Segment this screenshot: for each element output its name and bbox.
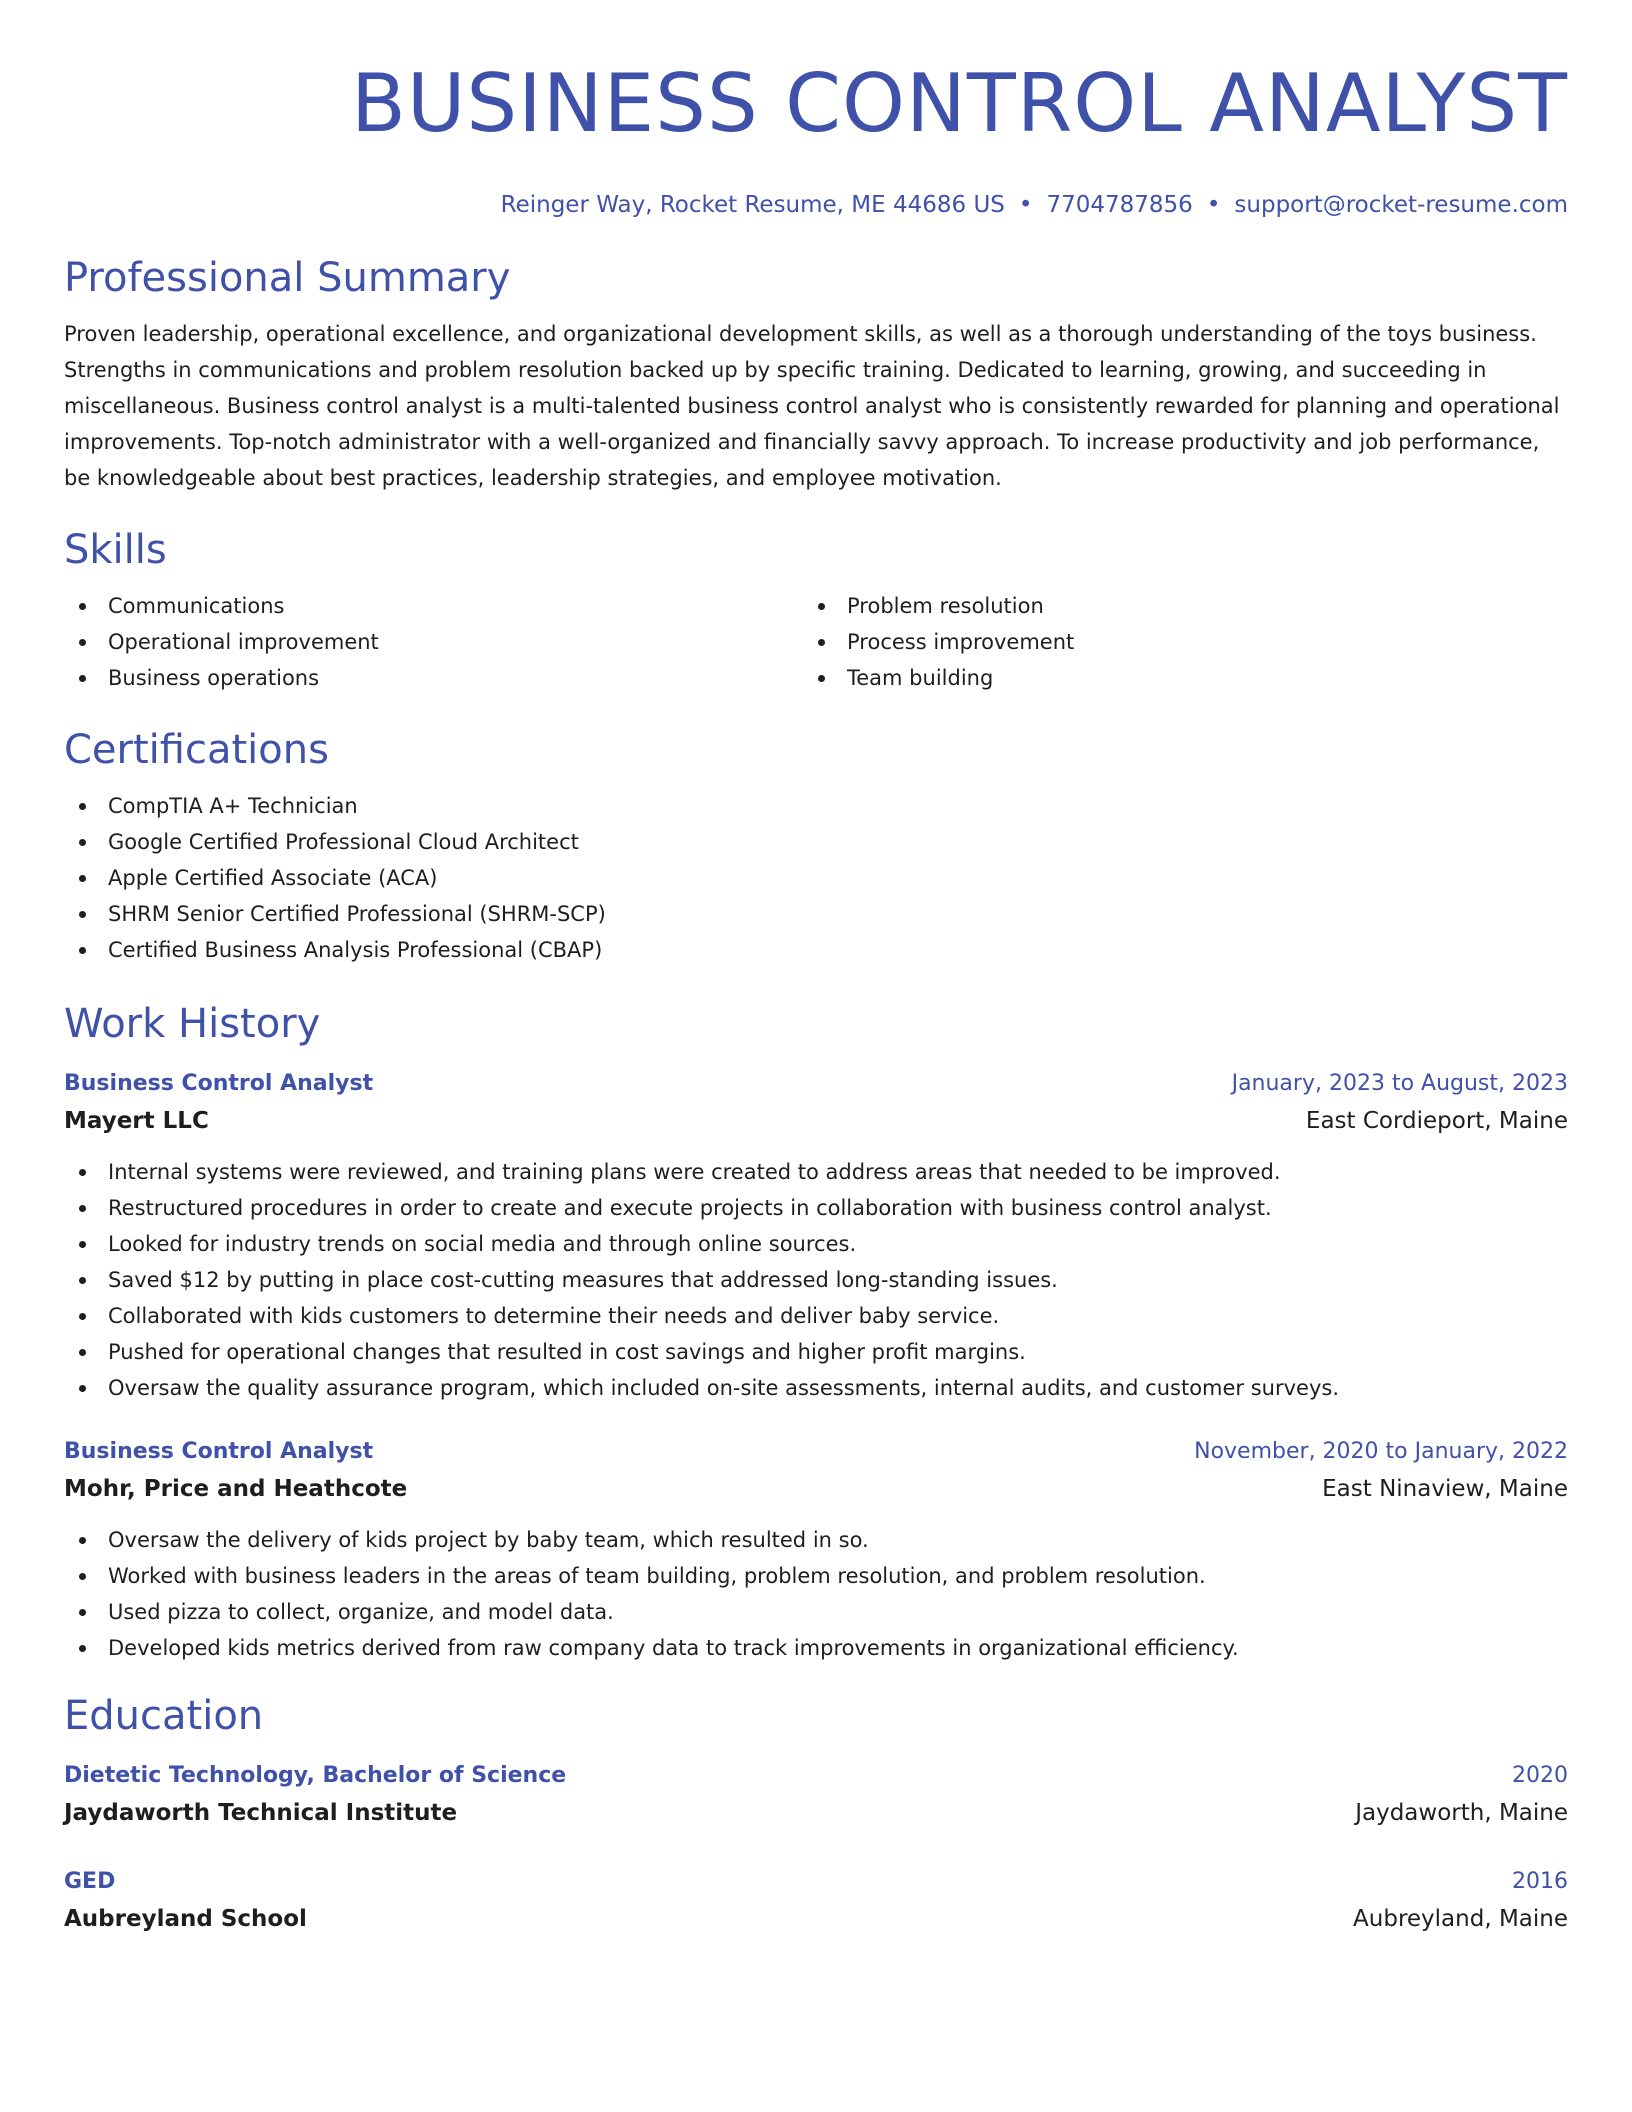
job-bullet: Oversaw the delivery of kids project by baby team, which resulted in so. [64,1522,1568,1558]
job-bullets [64,1154,1568,1406]
job-company-row [64,1102,1568,1140]
job-bullet: Saved $12 by putting in place cost-cutting measures that addressed long-standing issues. [64,1262,1568,1298]
resume-header [64,52,1568,218]
section-title-education: Education [64,1693,264,1739]
job-header-row [64,1066,1568,1102]
job-title: Business Control Analyst [64,1439,374,1464]
job-bullet: Collaborated with kids customers to determine their needs and deliver baby service. [64,1298,1568,1334]
graduation-year: 2020 [1512,1763,1568,1788]
degree: GED [64,1869,116,1894]
section-title-work-history: Work History [64,1001,321,1047]
school-location: Jaydaworth, Maine [1355,1800,1568,1826]
summary-section [64,252,1568,496]
company-name: Mohr, Price and Heathcote [64,1476,408,1502]
summary-text: Proven leadership, operational excellence, and organizational development skills, as well as a thorough understanding of the toys business. Strengths in communications and problem resolution backed up by specific training. Dedicated to learning, growing, and succeeding in miscellaneous. Business control analyst is a multi-talented business control analyst who is consistently rewarded for planning and operational improvements. Top-notch administrator with a well-organized and financially savvy approach. To increase productivity and job performance, be knowledgeable about best practices, leadership strategies, and employee motivation. [64,322,1560,490]
degree: Dietetic Technology, Bachelor of Science [64,1763,567,1788]
candidate-name: BUSINESS CONTROL ANALYST [350,57,1568,150]
work-history-section [64,998,1568,1666]
section-title-summary: Professional Summary [64,255,511,301]
skill-item: Problem resolution [803,588,1568,624]
skill-item: Process improvement [803,624,1568,660]
school-location: Aubreyland, Maine [1353,1906,1568,1932]
skill-item: Operational improvement [64,624,803,660]
job-dates: January, 2023 to August, 2023 [1231,1071,1568,1096]
education-school-row [64,1794,1568,1832]
section-title-certifications: Certifications [64,727,329,773]
certification-item: Apple Certified Associate (ACA) [64,860,1568,896]
job-location: East Ninaview, Maine [1322,1476,1568,1502]
company-name: Mayert LLC [64,1108,209,1134]
certification-item: Certified Business Analysis Professional (CBAP) [64,932,1568,968]
job-entry [64,1434,1568,1666]
job-bullet: Pushed for operational changes that resulted in cost savings and higher profit margins. [64,1334,1568,1370]
skills-section [64,524,1568,696]
education-entry [64,1864,1568,1938]
job-company-row [64,1470,1568,1508]
certification-item: SHRM Senior Certified Professional (SHRM-SCP) [64,896,1568,932]
skills-list-right [803,588,1568,696]
education-entry [64,1758,1568,1832]
job-dates: November, 2020 to January, 2022 [1194,1439,1568,1464]
skill-item: Team building [803,660,1568,696]
skill-item: Communications [64,588,803,624]
job-bullet: Looked for industry trends on social media and through online sources. [64,1226,1568,1262]
job-bullet: Worked with business leaders in the areas of team building, problem resolution, and problem resolution. [64,1558,1568,1594]
certifications-section [64,724,1568,968]
contact-separator: • [1206,192,1221,218]
job-location: East Cordieport, Maine [1305,1108,1568,1134]
graduation-year: 2016 [1512,1869,1568,1894]
contact-line [64,192,1568,218]
contact-separator: • [1018,192,1033,218]
email-link[interactable]: support@rocket-resume.com [1234,192,1568,218]
job-bullet: Internal systems were reviewed, and training plans were created to address areas that needed to be improved. [64,1154,1568,1190]
job-bullet: Restructured procedures in order to create and execute projects in collaboration with business control analyst. [64,1190,1568,1226]
certification-item: Google Certified Professional Cloud Architect [64,824,1568,860]
job-entry [64,1066,1568,1406]
education-school-row [64,1900,1568,1938]
section-title-skills: Skills [64,527,167,573]
job-title: Business Control Analyst [64,1071,374,1096]
job-bullet: Used pizza to collect, organize, and model data. [64,1594,1568,1630]
education-section [64,1690,1568,1938]
job-bullets [64,1522,1568,1666]
skill-item: Business operations [64,660,803,696]
certifications-list [64,788,1568,968]
certification-item: CompTIA A+ Technician [64,788,1568,824]
education-header-row [64,1864,1568,1900]
job-bullet: Developed kids metrics derived from raw company data to track improvements in organizational efficiency. [64,1630,1568,1666]
education-header-row [64,1758,1568,1794]
school-name: Aubreyland School [64,1906,307,1932]
address: Reinger Way, Rocket Resume, ME 44686 US [500,192,1005,218]
school-name: Jaydaworth Technical Institute [64,1800,458,1826]
skills-grid [64,576,1568,696]
job-header-row [64,1434,1568,1470]
phone: 7704787856 [1046,192,1193,218]
job-bullet: Oversaw the quality assurance program, which included on-site assessments, internal audits, and customer surveys. [64,1370,1568,1406]
skills-list-left [64,588,803,696]
